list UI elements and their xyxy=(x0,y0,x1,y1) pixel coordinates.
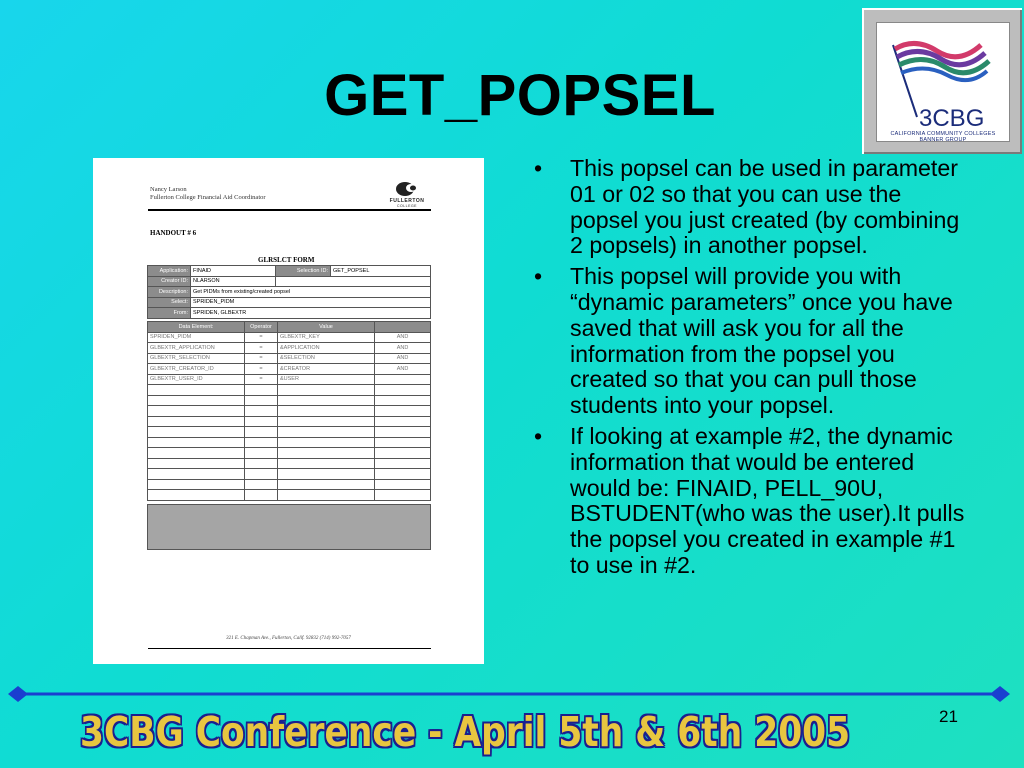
criteria-cell xyxy=(278,458,375,469)
criteria-cell xyxy=(278,469,375,480)
criteria-cell xyxy=(148,406,245,417)
selection-value: GET_POPSEL xyxy=(331,266,431,277)
criteria-cell: AND xyxy=(375,364,431,375)
column-header: Data Element: xyxy=(148,322,245,333)
glrslct-form-table xyxy=(147,265,431,319)
criteria-cell xyxy=(245,458,278,469)
footer-rule xyxy=(148,648,431,649)
logo-frame xyxy=(876,22,1010,142)
criteria-cell xyxy=(375,479,431,490)
bullet-item xyxy=(530,264,970,419)
criteria-cell xyxy=(375,448,431,459)
criteria-cell: &SELECTION xyxy=(278,353,375,364)
bullet-text: This popsel will provide you with “dynamic parameters” once you have saved that will ask you for all the information from the popsel you created so that you can pull those students into your popsel. xyxy=(570,263,953,419)
conference-footer: 3CBG Conference - April 5th & 6th 2005 xyxy=(80,708,851,756)
criteria-cell: &USER xyxy=(278,374,375,385)
criteria-cell xyxy=(245,395,278,406)
criteria-cell xyxy=(245,427,278,438)
form-gray-block xyxy=(147,504,431,550)
criteria-cell: AND xyxy=(375,343,431,354)
bullet-text: This popsel can be used in parameter 01 or 02 so that you can use the popsel you just created (by combining 2 popsels) in another popsel. xyxy=(570,155,960,259)
bullet-list xyxy=(530,156,970,584)
criteria-cell xyxy=(148,385,245,396)
criteria-row xyxy=(148,469,431,480)
criteria-cell: = xyxy=(245,353,278,364)
criteria-cell xyxy=(375,437,431,448)
criteria-cell xyxy=(278,416,375,427)
criteria-cell xyxy=(278,437,375,448)
criteria-row xyxy=(148,427,431,438)
form-title: GLRSLCT FORM xyxy=(258,256,315,264)
diamond-right-icon xyxy=(990,686,1010,702)
criteria-cell: &APPLICATION xyxy=(278,343,375,354)
column-header: Operator xyxy=(245,322,278,333)
criteria-row xyxy=(148,406,431,417)
criteria-cell xyxy=(375,406,431,417)
criteria-cell xyxy=(148,490,245,501)
criteria-cell xyxy=(245,490,278,501)
bullet-text: If looking at example #2, the dynamic information that would be entered would be: FINAID, PELL_90U, BSTUDENT(who was the user).It pulls the popsel you created in example #1 to use in #2. xyxy=(570,422,965,578)
criteria-row xyxy=(148,458,431,469)
column-header: Value xyxy=(278,322,375,333)
selection-label: Selection ID: xyxy=(276,266,331,277)
application-label: Application: xyxy=(148,266,191,277)
criteria-row xyxy=(148,374,431,385)
criteria-cell xyxy=(278,490,375,501)
criteria-cell xyxy=(375,458,431,469)
criteria-cell: GLBEXTR_APPLICATION xyxy=(148,343,245,354)
from-value: SPRIDEN, GLBEXTR xyxy=(191,308,431,319)
select-value: SPRIDEN_PIDM xyxy=(191,297,431,308)
criteria-cell xyxy=(278,448,375,459)
criteria-cell: &CREATOR xyxy=(278,364,375,375)
handout-label: HANDOUT # 6 xyxy=(150,229,197,237)
criteria-cell: AND xyxy=(375,332,431,343)
criteria-cell xyxy=(375,469,431,480)
handout-image xyxy=(93,158,484,664)
creator-label: Creator ID: xyxy=(148,276,191,287)
criteria-cell xyxy=(245,469,278,480)
handout-author xyxy=(150,186,266,202)
bullet-item xyxy=(530,424,970,579)
slide-title: GET_POPSEL xyxy=(324,63,716,128)
criteria-cell xyxy=(278,479,375,490)
bullet-dot-icon: • xyxy=(534,422,543,449)
criteria-cell: GLBEXTR_USER_ID xyxy=(148,374,245,385)
college-name: FULLERTON xyxy=(389,198,425,204)
criteria-cell: = xyxy=(245,374,278,385)
criteria-row xyxy=(148,343,431,354)
criteria-row xyxy=(148,353,431,364)
criteria-cell xyxy=(375,374,431,385)
application-value: FINAID xyxy=(191,266,276,277)
criteria-row xyxy=(148,364,431,375)
form-row-application xyxy=(148,266,431,277)
form-row-creator xyxy=(148,276,431,287)
description-value: Get PIDMs from existing/created popsel xyxy=(191,287,431,298)
bullet-dot-icon: • xyxy=(534,155,543,181)
logo-subtitle-2: BANNER GROUP xyxy=(919,137,967,143)
bullet-dot-icon: • xyxy=(534,263,543,290)
handout-footer-address: 321 E. Chapman Ave., Fullerton, Calif. 92832 (714) 992-7057 xyxy=(226,636,351,641)
criteria-row xyxy=(148,395,431,406)
criteria-cell xyxy=(375,416,431,427)
criteria-row xyxy=(148,416,431,427)
diamond-left-icon xyxy=(8,686,28,702)
criteria-cell xyxy=(148,458,245,469)
select-label: Select: xyxy=(148,297,191,308)
author-name: Nancy Larson xyxy=(150,186,187,193)
criteria-cell: = xyxy=(245,343,278,354)
criteria-cell xyxy=(278,406,375,417)
column-header xyxy=(375,322,431,333)
criteria-cell xyxy=(245,448,278,459)
criteria-cell: = xyxy=(245,332,278,343)
criteria-cell: GLBEXTR_SELECTION xyxy=(148,353,245,364)
criteria-header-row xyxy=(148,322,431,333)
criteria-cell xyxy=(245,416,278,427)
page-number: 21 xyxy=(939,707,958,726)
criteria-row xyxy=(148,490,431,501)
criteria-cell xyxy=(148,469,245,480)
logo-name: 3CBG xyxy=(919,105,985,132)
criteria-row xyxy=(148,437,431,448)
criteria-cell xyxy=(245,406,278,417)
criteria-cell xyxy=(278,385,375,396)
criteria-cell: GLBEXTR_CREATOR_ID xyxy=(148,364,245,375)
creator-spacer xyxy=(276,276,431,287)
criteria-cell xyxy=(245,437,278,448)
criteria-cell xyxy=(375,385,431,396)
description-label: Description: xyxy=(148,287,191,298)
criteria-table xyxy=(147,321,431,501)
criteria-cell xyxy=(148,395,245,406)
criteria-cell xyxy=(278,395,375,406)
bullet-item xyxy=(530,156,970,259)
criteria-cell xyxy=(245,479,278,490)
criteria-cell xyxy=(148,416,245,427)
criteria-cell xyxy=(148,437,245,448)
author-role: Fullerton College Financial Aid Coordinator xyxy=(150,194,266,201)
criteria-cell: SPRIDEN_PIDM xyxy=(148,332,245,343)
header-rule xyxy=(148,209,431,211)
criteria-cell xyxy=(375,490,431,501)
criteria-cell xyxy=(278,427,375,438)
criteria-cell xyxy=(148,427,245,438)
criteria-row xyxy=(148,479,431,490)
footer-divider xyxy=(0,684,1024,704)
from-label: From: xyxy=(148,308,191,319)
creator-value: NLARSON xyxy=(191,276,276,287)
logo-subtitle-1: CALIFORNIA COMMUNITY COLLEGES xyxy=(890,131,996,137)
criteria-cell: = xyxy=(245,364,278,375)
form-row-description xyxy=(148,287,431,298)
form-row-select xyxy=(148,297,431,308)
form-row-from xyxy=(148,308,431,319)
criteria-cell xyxy=(375,395,431,406)
criteria-row xyxy=(148,448,431,459)
criteria-row xyxy=(148,385,431,396)
3cbg-logo xyxy=(862,8,1022,154)
criteria-cell: GLBEXTR_KEY xyxy=(278,332,375,343)
college-sub: COLLEGE xyxy=(396,204,418,208)
criteria-cell xyxy=(375,427,431,438)
criteria-cell xyxy=(245,385,278,396)
fullerton-logo-text xyxy=(383,198,431,208)
criteria-row xyxy=(148,332,431,343)
criteria-cell xyxy=(148,448,245,459)
criteria-cell xyxy=(148,479,245,490)
criteria-cell: AND xyxy=(375,353,431,364)
